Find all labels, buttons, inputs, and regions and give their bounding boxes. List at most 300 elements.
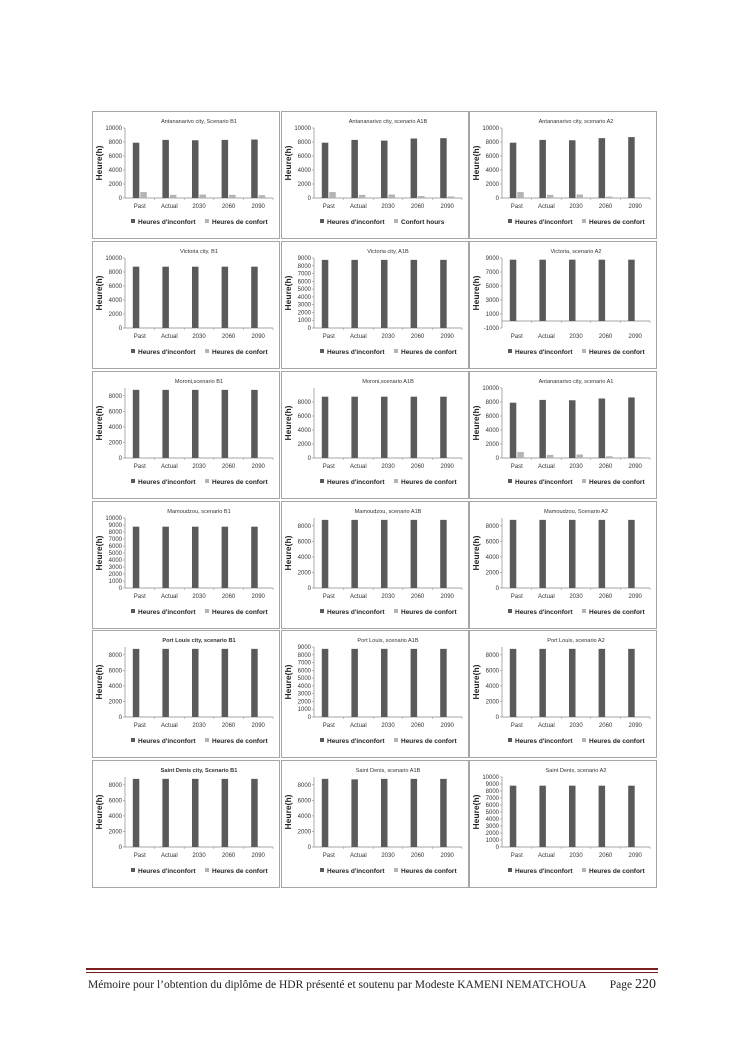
legend-swatch-confort [394,609,398,613]
bar-inconfort [381,397,388,458]
bar-inconfort [539,260,546,321]
x-tick-label: Past [510,853,523,859]
y-tick-label: 6000 [108,154,122,160]
bar-inconfort [539,400,546,458]
bar-inconfort [539,140,546,198]
legend-label-inconfort: Heures d'inconfort [515,219,573,226]
x-tick-label: 2060 [598,334,613,340]
bar-inconfort [510,260,517,321]
y-tick-label: 4000 [297,428,311,434]
x-tick-label: 2060 [410,334,425,340]
y-axis-label: Heure(h) [94,794,104,830]
y-tick-label: 2000 [297,442,311,448]
x-tick-label: 2030 [569,464,583,470]
x-tick-label: Past [133,464,146,470]
chart-panel [92,501,280,629]
chart-title: Victoria city, A1B [367,249,409,255]
y-tick-label: 0 [307,196,311,202]
bar-inconfort [322,397,329,458]
legend-label-confort: Confort hours [401,219,445,226]
legend-label-inconfort: Heures d'inconfort [327,868,385,875]
bar-chart [93,112,280,239]
legend-swatch-inconfort [508,219,512,223]
legend-swatch-confort [394,219,398,223]
legend-swatch-confort [582,609,586,613]
bar-inconfort [162,267,169,328]
legend-swatch-inconfort [508,349,512,353]
bar-inconfort [628,520,635,588]
x-tick-label: Actual [538,204,555,210]
legend-swatch-confort [205,868,209,872]
chart-title: Antananarivo city, scenario A2 [538,119,614,125]
y-axis-label: Heure(h) [283,535,293,571]
y-tick-label: 5000 [485,284,499,290]
y-tick-label: 8000 [485,789,499,795]
bar-inconfort [192,649,199,717]
x-tick-label: Actual [161,723,178,729]
bar-inconfort [381,779,388,847]
bar-chart [282,112,469,239]
bar-inconfort [440,779,447,847]
bar-inconfort [411,649,418,717]
y-tick-label: 4000 [108,558,122,564]
bar-inconfort [569,649,576,717]
y-tick-label: 9000 [485,256,499,262]
bar-chart [282,242,469,369]
x-tick-label: 2090 [628,723,642,729]
x-tick-label: 2060 [221,853,236,859]
bar-inconfort [539,786,546,847]
x-tick-label: 2090 [628,204,642,210]
legend-label-inconfort: Heures d'inconfort [515,738,573,745]
y-tick-label: 3000 [297,691,311,698]
y-tick-label: 0 [495,845,499,851]
legend-swatch-inconfort [320,738,324,742]
x-tick-label: 2090 [251,464,265,470]
y-tick-label: 0 [118,845,122,851]
bar-chart [282,631,469,758]
bar-inconfort [162,140,169,198]
x-tick-label: 2090 [251,723,265,729]
chart-title: Port Louis, scenario A1B [357,638,419,644]
legend-swatch-inconfort [508,868,512,872]
y-tick-label: 8000 [108,782,122,789]
y-tick-label: 1000 [297,318,311,325]
bar-inconfort [222,779,229,847]
bar-confort [636,457,643,458]
bar-chart [470,242,657,369]
y-tick-label: 0 [307,456,311,462]
x-tick-label: 2030 [192,594,206,600]
bar-inconfort [569,786,576,847]
legend-label-inconfort: Heures d'inconfort [138,609,196,616]
legend-swatch-inconfort [320,479,324,483]
y-tick-label: 0 [118,586,122,592]
legend-label-confort: Heures de confort [589,738,645,745]
legend-label-confort: Heures de confort [589,609,645,616]
y-tick-label: 4000 [485,683,499,690]
legend-swatch-inconfort [320,868,324,872]
chart-panel [281,760,469,888]
x-tick-label: 2090 [440,723,454,729]
y-tick-label: 8000 [108,530,122,536]
x-tick-label: Actual [350,723,367,729]
y-tick-label: 3000 [485,824,499,830]
bar-inconfort [599,138,606,198]
x-tick-label: 2030 [381,334,395,340]
x-tick-label: Actual [538,853,555,859]
x-tick-label: Past [510,334,523,340]
y-tick-label: 1000 [485,312,499,318]
x-tick-label: 2060 [410,723,425,729]
y-tick-label: 2000 [297,699,311,706]
x-tick-label: 2030 [192,853,206,859]
bar-chart [93,242,280,369]
x-tick-label: Actual [350,594,367,600]
bar-confort [517,192,524,198]
bar-chart [470,112,657,239]
y-axis-label: Heure(h) [471,794,481,830]
legend-label-inconfort: Heures d'inconfort [327,738,385,745]
x-tick-label: 2090 [251,853,265,859]
chart-panel [469,501,657,629]
chart-panel [281,630,469,758]
bar-inconfort [381,141,388,198]
y-tick-label: 2000 [485,182,499,188]
y-tick-label: 0 [307,715,311,721]
y-tick-label: 10000 [105,126,122,132]
x-tick-label: 2030 [569,334,583,340]
bar-confort [606,197,613,198]
legend-swatch-confort [205,219,209,223]
legend-label-inconfort: Heures d'inconfort [515,349,573,356]
y-tick-label: 0 [118,326,122,332]
x-tick-label: 2060 [221,723,236,729]
y-tick-label: 2000 [485,831,499,837]
y-tick-label: 6000 [108,798,122,805]
y-tick-label: 2000 [485,699,499,706]
bar-inconfort [162,390,169,458]
x-tick-label: 2060 [598,464,613,470]
y-axis-label: Heure(h) [94,664,104,700]
legend-label-confort: Heures de confort [589,219,645,226]
legend-label-confort: Heures de confort [401,479,457,486]
y-tick-label: 4000 [108,813,122,820]
page-number-block [610,977,656,993]
y-tick-label: 2000 [108,440,122,447]
page-number: 220 [635,977,656,992]
chart-title: Victoria city, B1 [179,249,219,255]
bar-chart [93,502,280,629]
bar-inconfort [599,399,606,459]
bar-inconfort [322,649,329,717]
legend-label-confort: Heures de confort [212,609,268,616]
y-tick-label: 9000 [297,256,311,262]
chart-panel [281,501,469,629]
bar-inconfort [599,786,606,847]
x-tick-label: 2090 [628,464,642,470]
legend-label-inconfort: Heures d'inconfort [515,609,573,616]
legend-swatch-confort [394,738,398,742]
bar-inconfort [411,139,418,199]
bar-inconfort [133,267,140,328]
bar-inconfort [222,527,229,588]
y-tick-label: 4000 [485,817,499,823]
bar-inconfort [440,397,447,458]
y-tick-label: 6000 [108,409,122,416]
legend-swatch-confort [582,738,586,742]
chart-title: Mamoudzou, scenario A1B [354,509,422,515]
bar-inconfort [628,649,635,717]
x-tick-label: Past [510,204,523,210]
y-tick-label: 0 [495,586,499,592]
legend-label-confort: Heures de confort [401,349,457,356]
bar-chart [282,502,469,629]
legend-label-inconfort: Heures d'inconfort [515,479,573,486]
y-tick-label: 10000 [482,775,499,781]
chart-panel [92,371,280,499]
legend-label-inconfort: Heures d'inconfort [515,868,573,875]
y-tick-label: 2000 [108,312,122,318]
bar-inconfort [251,527,258,588]
x-tick-label: 2060 [410,853,425,859]
x-tick-label: 2060 [598,723,613,729]
y-tick-label: 2000 [108,572,122,578]
y-tick-label: 4000 [108,298,122,304]
footer-rule-thin [86,972,658,973]
legend-swatch-confort [394,349,398,353]
legend-label-confort: Heures de confort [401,609,457,616]
bar-inconfort [322,260,329,328]
chart-panel [92,630,280,758]
chart-title: Moroni,scenario B1 [174,379,224,385]
bar-confort [259,195,266,198]
chart-title: Moroni,scenario A1B [362,379,414,385]
y-tick-label: 4000 [297,683,311,690]
x-tick-label: Past [322,464,335,470]
y-tick-label: 7000 [108,537,122,543]
bar-inconfort [440,138,447,198]
bar-inconfort [251,390,258,458]
legend-label-inconfort: Heures d'inconfort [138,868,196,875]
y-tick-label: 0 [118,456,122,462]
bar-inconfort [222,267,229,328]
x-tick-label: Past [322,723,335,729]
bar-chart [93,761,280,888]
bar-inconfort [510,649,517,717]
x-tick-label: Actual [538,334,555,340]
y-tick-label: 5000 [297,287,311,294]
legend-label-confort: Heures de confort [589,349,645,356]
legend-label-inconfort: Heures d'inconfort [327,219,385,226]
x-tick-label: Actual [538,464,555,470]
y-tick-label: 4000 [297,168,311,174]
x-tick-label: 2090 [628,853,642,859]
legend-swatch-confort [205,349,209,353]
legend-label-confort: Heures de confort [212,738,268,745]
bar-inconfort [351,649,358,717]
chart-title: Saint Denis city, Scenario B1 [160,768,238,774]
bar-inconfort [599,649,606,717]
bar-inconfort [411,520,418,588]
x-tick-label: Actual [161,594,178,600]
x-tick-label: Past [322,334,335,340]
legend-label-confort: Heures de confort [212,349,268,356]
bar-chart [470,502,657,629]
y-tick-label: 8000 [297,652,311,659]
chart-title: Port Louis, scenario A2 [547,638,605,644]
y-tick-label: 8000 [297,140,311,146]
y-tick-label: 8000 [297,400,311,406]
y-tick-label: 0 [118,715,122,721]
y-tick-label: -1000 [483,326,499,332]
x-tick-label: 2090 [251,594,265,600]
x-tick-label: 2090 [628,334,642,340]
bar-inconfort [628,397,635,458]
bar-confort [577,455,584,459]
legend-label-confort: Heures de confort [401,738,457,745]
y-tick-label: 10000 [105,256,122,262]
legend-swatch-confort [205,479,209,483]
y-tick-label: 6000 [485,154,499,160]
legend-swatch-confort [582,219,586,223]
y-tick-label: 6000 [297,414,311,420]
bar-inconfort [381,260,388,328]
bar-inconfort [133,649,140,717]
legend-label-confort: Heures de confort [212,868,268,875]
bar-confort [389,195,396,199]
bar-inconfort [440,649,447,717]
bar-inconfort [192,140,199,198]
x-tick-label: 2030 [381,853,395,859]
bar-confort [418,196,425,198]
x-tick-label: Actual [350,334,367,340]
legend-swatch-inconfort [508,609,512,613]
y-axis-label: Heure(h) [471,145,481,181]
bar-inconfort [222,140,229,198]
x-tick-label: Past [133,723,146,729]
bar-inconfort [628,786,635,847]
chart-panel [469,241,657,369]
x-tick-label: 2060 [410,464,425,470]
legend-swatch-confort [205,738,209,742]
y-tick-label: 8000 [297,782,311,789]
x-tick-label: 2060 [221,464,236,470]
y-tick-label: 4000 [485,168,499,174]
bar-inconfort [251,267,258,328]
y-tick-label: 8000 [297,523,311,530]
y-tick-label: 8000 [108,393,122,400]
footer-rule [86,968,658,970]
chart-panel [92,760,280,888]
chart-panel [92,111,280,239]
x-tick-label: Actual [161,464,178,470]
x-tick-label: Past [510,464,523,470]
bar-inconfort [569,140,576,198]
legend-swatch-confort [394,479,398,483]
x-tick-label: Actual [350,853,367,859]
chart-title: Antananarivo city, scenario A1 [538,379,614,385]
y-tick-label: 2000 [485,570,499,577]
y-tick-label: 8000 [108,652,122,659]
y-tick-label: 7000 [297,660,311,667]
x-tick-label: 2090 [628,594,642,600]
x-tick-label: 2090 [440,853,454,859]
y-tick-label: 5000 [108,551,122,557]
legend-label-confort: Heures de confort [401,868,457,875]
y-tick-label: 6000 [485,414,499,420]
legend-label-confort: Heures de confort [212,479,268,486]
bar-inconfort [192,267,199,328]
y-tick-label: 7000 [485,270,499,276]
chart-panel [281,111,469,239]
legend-swatch-inconfort [131,868,135,872]
bar-inconfort [628,260,635,321]
x-tick-label: Actual [161,204,178,210]
y-tick-label: 2000 [297,310,311,317]
x-tick-label: Actual [538,723,555,729]
y-tick-label: 7000 [297,271,311,278]
y-tick-label: 4000 [108,683,122,690]
x-tick-label: Past [322,594,335,600]
y-tick-label: 2000 [297,829,311,836]
y-tick-label: 9000 [108,523,122,529]
legend-label-inconfort: Heures d'inconfort [327,349,385,356]
y-tick-label: 5000 [485,810,499,816]
bar-inconfort [599,260,606,321]
chart-title: Port Louis city, scenario B1 [162,638,236,644]
bar-inconfort [322,143,329,198]
y-tick-label: 0 [118,196,122,202]
y-tick-label: 4000 [297,813,311,820]
y-tick-label: 6000 [297,798,311,805]
y-tick-label: 2000 [297,182,311,188]
y-tick-label: 1000 [108,579,122,585]
y-axis-label: Heure(h) [471,275,481,311]
legend-swatch-inconfort [131,609,135,613]
legend-label-inconfort: Heures d'inconfort [327,609,385,616]
y-tick-label: 6000 [485,668,499,675]
bar-inconfort [133,527,140,588]
x-tick-label: 2030 [192,204,206,210]
bar-confort [359,195,366,198]
x-tick-label: 2090 [440,464,454,470]
x-tick-label: Past [133,853,146,859]
y-tick-label: 0 [495,456,499,462]
chart-panel [469,760,657,888]
x-tick-label: 2090 [251,204,265,210]
bar-confort [606,456,613,458]
y-tick-label: 5000 [297,676,311,683]
y-tick-label: 6000 [297,154,311,160]
x-tick-label: 2030 [569,853,583,859]
x-tick-label: 2030 [192,464,206,470]
bar-inconfort [133,390,140,458]
legend-label-inconfort: Heures d'inconfort [327,479,385,486]
y-tick-label: 9000 [297,645,311,651]
bar-confort [229,195,236,198]
y-tick-label: 4000 [108,168,122,174]
bar-inconfort [222,649,229,717]
legend-swatch-confort [394,868,398,872]
legend-label-inconfort: Heures d'inconfort [138,738,196,745]
chart-title: Saint Denis, scenario A1B [355,768,421,774]
x-tick-label: 2030 [569,594,583,600]
legend-label-confort: Heures de confort [212,219,268,226]
y-axis-label: Heure(h) [283,275,293,311]
x-tick-label: 2030 [381,204,395,210]
y-tick-label: 2000 [108,829,122,836]
